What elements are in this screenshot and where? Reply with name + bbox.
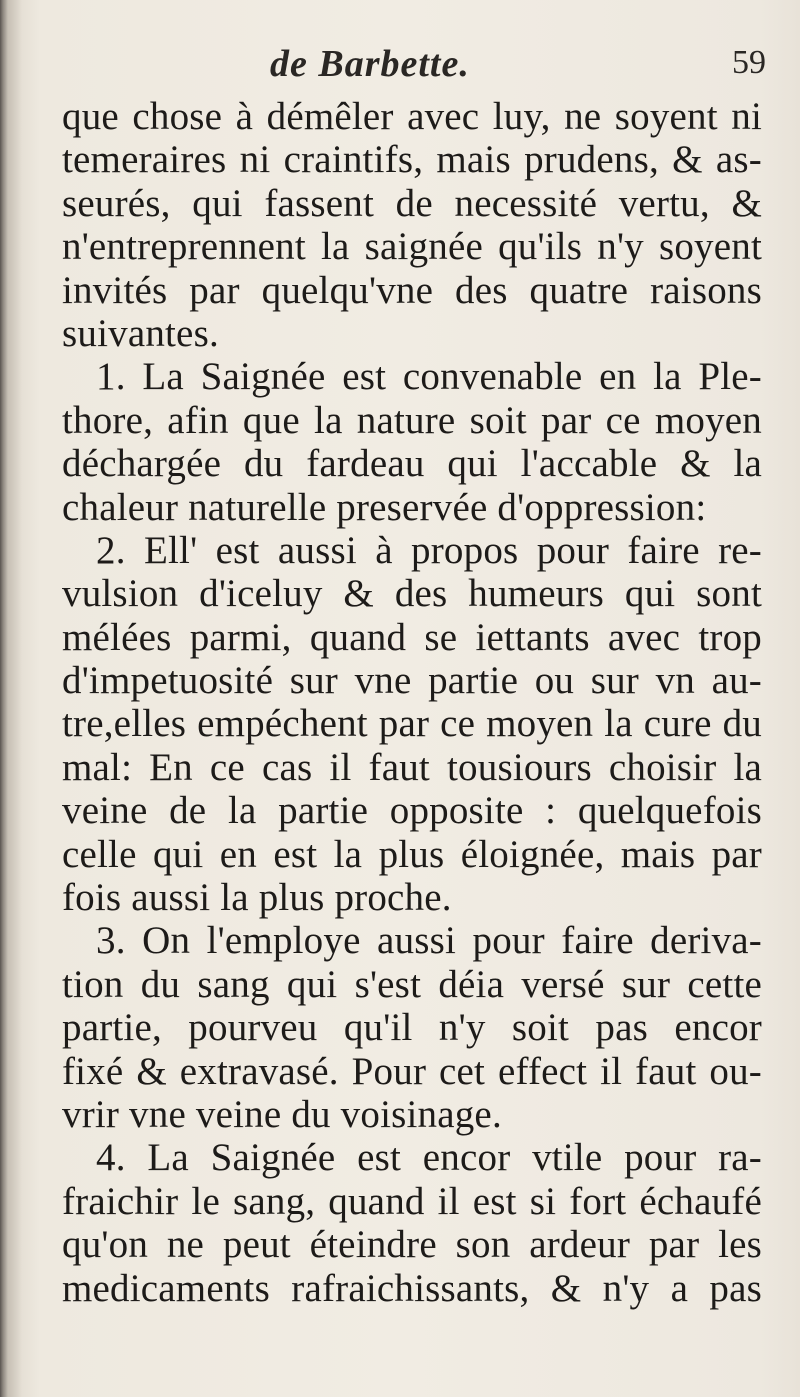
text-line: veine de la partie opposite : quelquefois (62, 789, 762, 833)
text-line: fraichir le sang, quand il est si fort échaufé (62, 1179, 762, 1223)
text-line: thore, afin que la nature soit par ce moyen (62, 398, 762, 442)
text-line: n'entreprennent la saignée qu'ils n'y soyent (62, 225, 762, 269)
text-line: suivantes. (62, 311, 219, 355)
text-line: invités par quelqu'vne des quatre raisons (62, 268, 762, 312)
text-line: vrir vne veine du voisinage. (62, 1092, 502, 1136)
text-line: tre,elles empéchent par ce moyen la cure du (62, 702, 762, 746)
text-line: celle qui en est la plus éloignée, mais par (62, 832, 762, 876)
page-header (60, 42, 770, 92)
text-line: d'impetuosité sur vne partie ou sur vn au- (62, 659, 762, 703)
text-line: seurés, qui fassent de necessité vertu, & (62, 181, 762, 225)
text-line: medicaments rafraichissants, & n'y a pas (62, 1266, 762, 1310)
text-line: déchargée du fardeau qui l'accable & la (62, 442, 762, 486)
text-line: que chose à démêler avec luy, ne soyent ni (62, 95, 762, 138)
text-line: qu'on ne peut éteindre son ardeur par les (62, 1223, 762, 1267)
text-line: mal: En ce cas il faut tousiours choisir la (62, 745, 762, 789)
text-line: 2. Ell' est aussi à propos pour faire re- (96, 528, 762, 572)
text-line: vulsion d'iceluy & des humeurs qui sont (62, 572, 762, 616)
text-line: fois aussi la plus proche. (62, 876, 452, 920)
page-number: 59 (732, 44, 766, 81)
text-line: 3. On l'employe aussi pour faire deriva- (96, 919, 762, 963)
text-line: temeraires ni craintifs, mais prudens, & as- (62, 138, 762, 182)
body-text (62, 95, 762, 1310)
text-line: fixé & extravasé. Pour cet effect il faut ou- (62, 1049, 762, 1093)
text-line: tion du sang qui s'est déia versé sur cette (62, 962, 762, 1006)
text-line: 1. La Saignée est convenable en la Ple- (96, 355, 762, 399)
text-line: partie, pourveu qu'il n'y soit pas encor (62, 1006, 762, 1050)
page-gutter-edge (0, 0, 22, 1397)
running-title: de Barbette. (270, 43, 470, 85)
text-line: mélées parmi, quand se iettants avec trop (62, 615, 762, 659)
text-line: 4. La Saignée est encor vtile pour ra- (96, 1136, 762, 1180)
text-line: chaleur naturelle preservée d'oppression: (62, 485, 707, 529)
